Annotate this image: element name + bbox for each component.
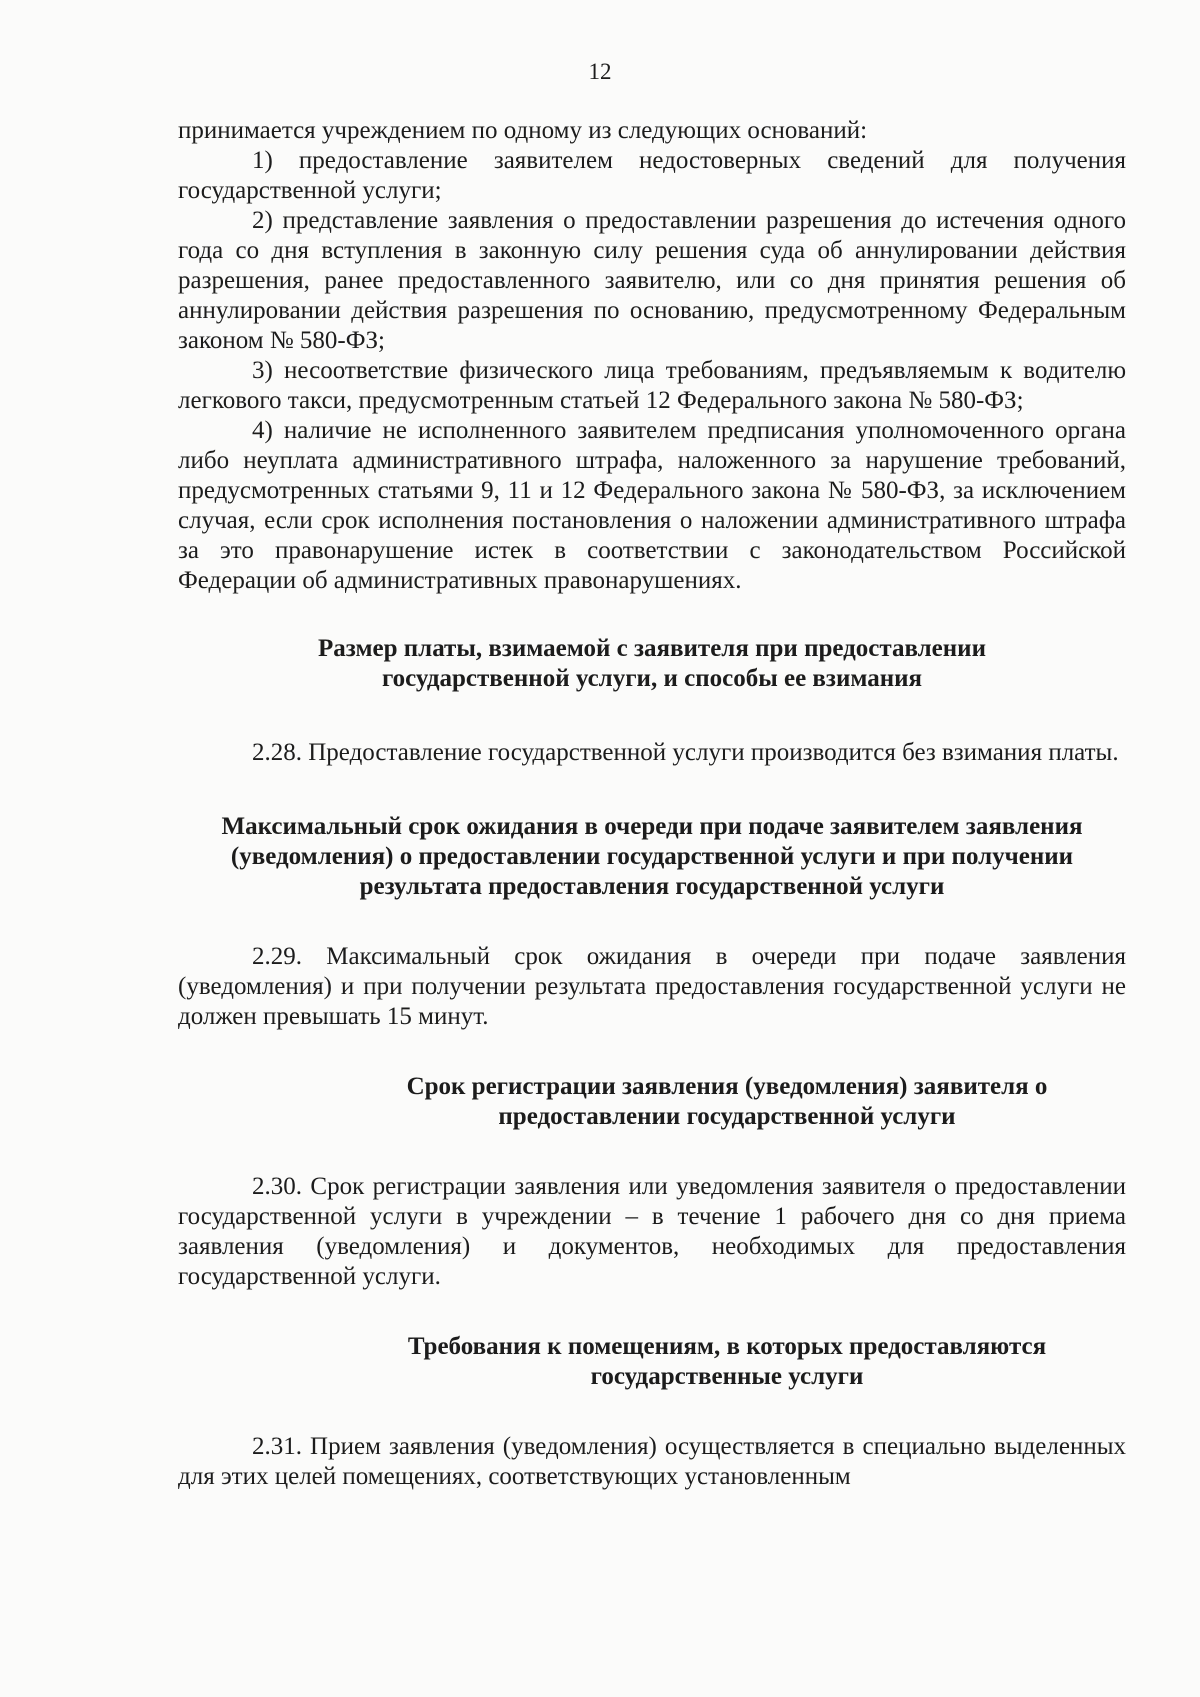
paragraph-2-28: 2.28. Предоставление государственной услуги производится без взимания платы. xyxy=(252,739,1119,766)
intro-paragraph: принимается учреждением по одному из следующих оснований: xyxy=(178,117,868,144)
heading-line: государственной услуги, и способы ее взимания xyxy=(381,665,923,692)
list-item: 4) наличие не исполненного заявителем предписания уполномоченного органа либо неуплата административного штрафа, наложенного за нарушение требований, предусмотренных статьями 9, 11 и 12 Федерального закона № 580-ФЗ, за исключением случая, если срок исполнения постановления о наложении административного штрафа за это правонарушение истек в соответствии с законодательством Российской Федерации об административных правонарушениях. xyxy=(178,417,1126,594)
paragraph-2-30: 2.30. Срок регистрации заявления или уведомления заявителя о предоставлении государственной услуги в учреждении – в течение 1 рабочего дня со дня приема заявления (уведомления) и документов, необходимых для предоставления государственной услуги. xyxy=(178,1173,1126,1290)
heading-line: результата предоставления государственной услуги xyxy=(359,873,945,900)
heading-line: Размер платы, взимаемой с заявителя при предоставлении xyxy=(318,635,986,662)
heading-line: Срок регистрации заявления (уведомления) заявителя о xyxy=(406,1073,1048,1100)
heading-line: (уведомления) о предоставлении государственной услуги и при получении xyxy=(230,843,1074,870)
refusal-grounds-list xyxy=(178,146,1126,596)
paragraph-2-31: 2.31. Прием заявления (уведомления) осуществляется в специально выделенных для этих целей помещениях, соответствующих установленным xyxy=(178,1433,1126,1490)
heading-line: предоставлении государственной услуги xyxy=(498,1103,956,1130)
heading-line: Требования к помещениям, в которых предоставляются xyxy=(407,1333,1047,1360)
heading-line: Максимальный срок ожидания в очереди при подаче заявителем заявления xyxy=(221,813,1083,840)
heading-line: государственные услуги xyxy=(590,1363,864,1390)
section-heading-registration xyxy=(178,1072,1126,1132)
document-body xyxy=(178,116,1126,1492)
list-item: 1) предоставление заявителем недостоверных сведений для получения государственной услуги; xyxy=(178,147,1126,204)
page-number: 12 xyxy=(588,59,612,84)
section-heading-queue xyxy=(178,812,1126,902)
list-item: 2) представление заявления о предоставлении разрешения до истечения одного года со дня вступления в законную силу решения суда об аннулировании действия разрешения, ранее предоставленного заявителю, или со дня принятия решения об аннулировании действия разрешения по основанию, предусмотренному Федеральным законом № 580-ФЗ; xyxy=(178,207,1126,354)
section-heading-fee xyxy=(178,634,1126,694)
paragraph-2-29: 2.29. Максимальный срок ожидания в очереди при подаче заявления (уведомления) и при получении результата предоставления государственной услуги не должен превышать 15 минут. xyxy=(178,943,1126,1030)
list-item: 3) несоответствие физического лица требованиям, предъявляемым к водителю легкового такси, предусмотренным статьей 12 Федерального закона № 580-ФЗ; xyxy=(178,357,1126,414)
section-heading-rooms xyxy=(178,1332,1126,1392)
